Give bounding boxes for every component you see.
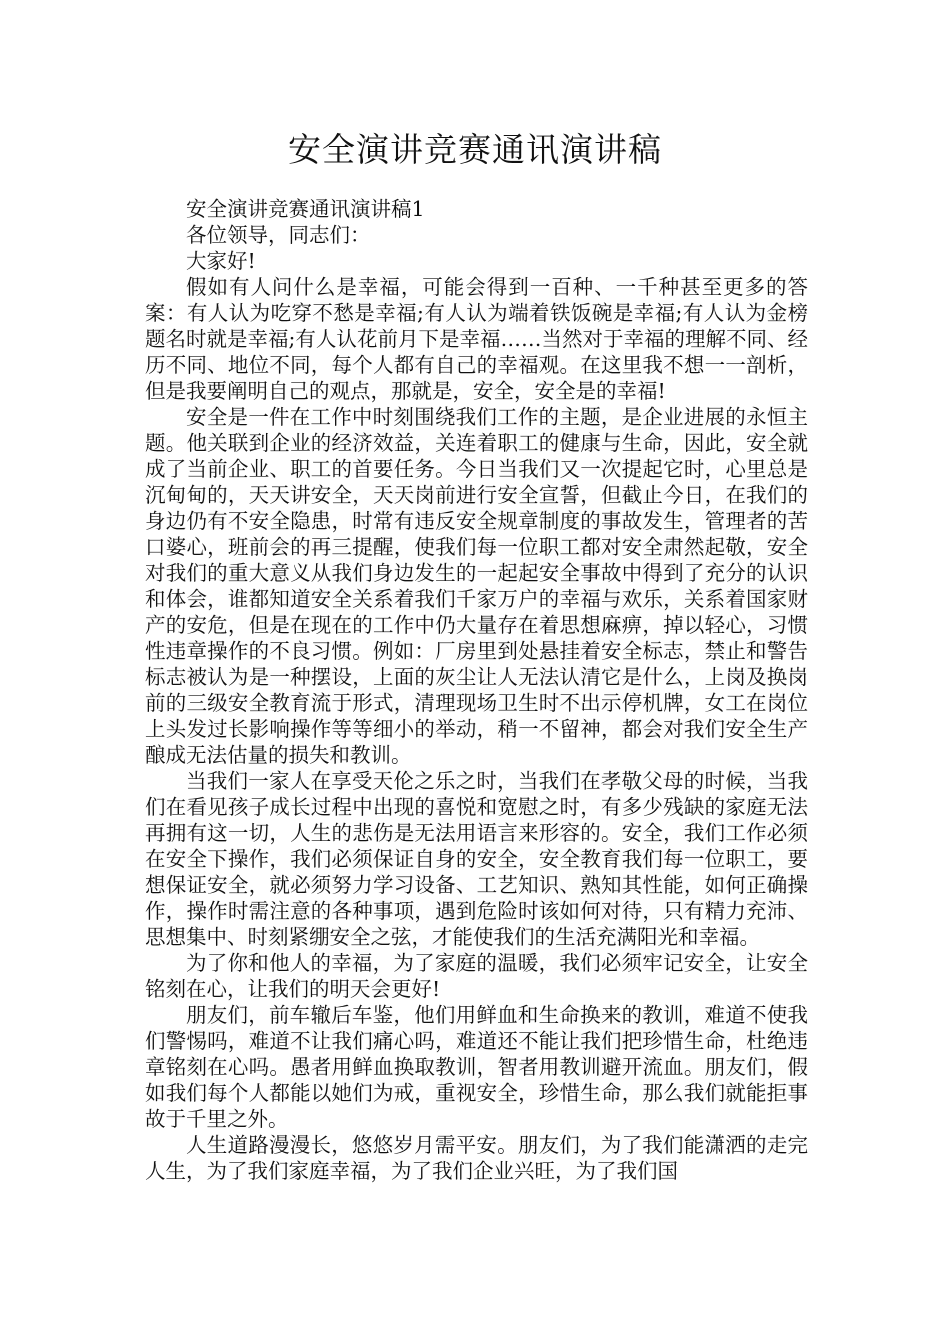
paragraph-salutation: 各位领导，同志们：	[186, 223, 371, 247]
paragraph: 人生道路漫漫长，悠悠岁月需平安。朋友们，为了我们能潇洒的走完人生，为了我们家庭幸福，为了我们企业兴旺，为了我们国	[145, 1133, 808, 1183]
document-body	[145, 196, 808, 1184]
paragraph: 朋友们，前车辙后车鉴，他们用鲜血和生命换来的教训，难道不使我们警惕吗，难道不让我们痛心吗，难道还不能让我们把珍惜生命，杜绝违章铭刻在心吗。愚者用鲜血换取教训，智者用教训避开流血。朋友们，假如我们每个人都能以她们为戒，重视安全，珍惜生命，那么我们就能拒事故于千里之外。	[145, 1003, 808, 1131]
paragraph: 安全是一件在工作中时刻围绕我们工作的主题，是企业进展的永恒主题。他关联到企业的经济效益，关连着职工的健康与生命，因此，安全就成了当前企业、职工的首要任务。今日当我们又一次提起它时，心里总是沉甸甸的，天天讲安全，天天岗前进行安全宣誓，但截止今日，在我们的身边仍有不安全隐患，时常有违反安全规章制度的事故发生，管理者的苦口婆心，班前会的再三提醒，使我们每一位职工都对安全肃然起敬，安全对我们的重大意义从我们身边发生的一起起安全事故中得到了充分的认识和体会，谁都知道安全关系着我们千家万户的幸福与欢乐，关系着国家财产的安危，但是在现在的工作中仍大量存在着思想麻痹，掉以轻心，习惯性违章操作的不良习惯。例如：厂房里到处悬挂着安全标志，禁止和警告标志被认为是一种摆设，上面的灰尘让人无法认清它是什么，上岗及换岗前的三级安全教育流于形式，清理现场卫生时不出示停机牌，女工在岗位上头发过长影响操作等等细小的举动，稍一不留神，都会对我们安全生产酿成无法估量的损失和教训。	[145, 405, 808, 767]
paragraph-subtitle: 安全演讲竞赛通讯演讲稿1	[186, 197, 425, 221]
paragraph: 为了你和他人的幸福，为了家庭的温暖，我们必须牢记安全，让安全铭刻在心，让我们的明天会更好!	[145, 951, 808, 1001]
paragraph: 当我们一家人在享受天伦之乐之时，当我们在孝敬父母的时候，当我们在看见孩子成长过程中出现的喜悦和宽慰之时，有多少残缺的家庭无法再拥有这一切，人生的悲伤是无法用语言来形容的。安全，我们工作必须在安全下操作，我们必须保证自身的安全，安全教育我们每一位职工，要想保证安全，就必须努力学习设备、工艺知识、熟知其性能，如何正确操作，操作时需注意的各种事项，遇到危险时该如何对待，只有精力充沛、思想集中、时刻紧绷安全之弦，才能使我们的生活充满阳光和幸福。	[145, 769, 808, 949]
paragraph-greeting: 大家好!	[186, 249, 256, 273]
paragraph: 假如有人问什么是幸福，可能会得到一百种、一千种甚至更多的答案：有人认为吃穿不愁是幸福;有人认为端着铁饭碗是幸福;有人认为金榜题名时就是幸福;有人认花前月下是幸福……当然对于幸福的理解不同、经历不同、地位不同，每个人都有自己的幸福观。在这里我不想一一剖析，但是我要阐明自己的观点，那就是，安全，安全是的幸福!	[145, 275, 808, 403]
document-title: 安全演讲竞赛通讯演讲稿	[288, 130, 662, 169]
